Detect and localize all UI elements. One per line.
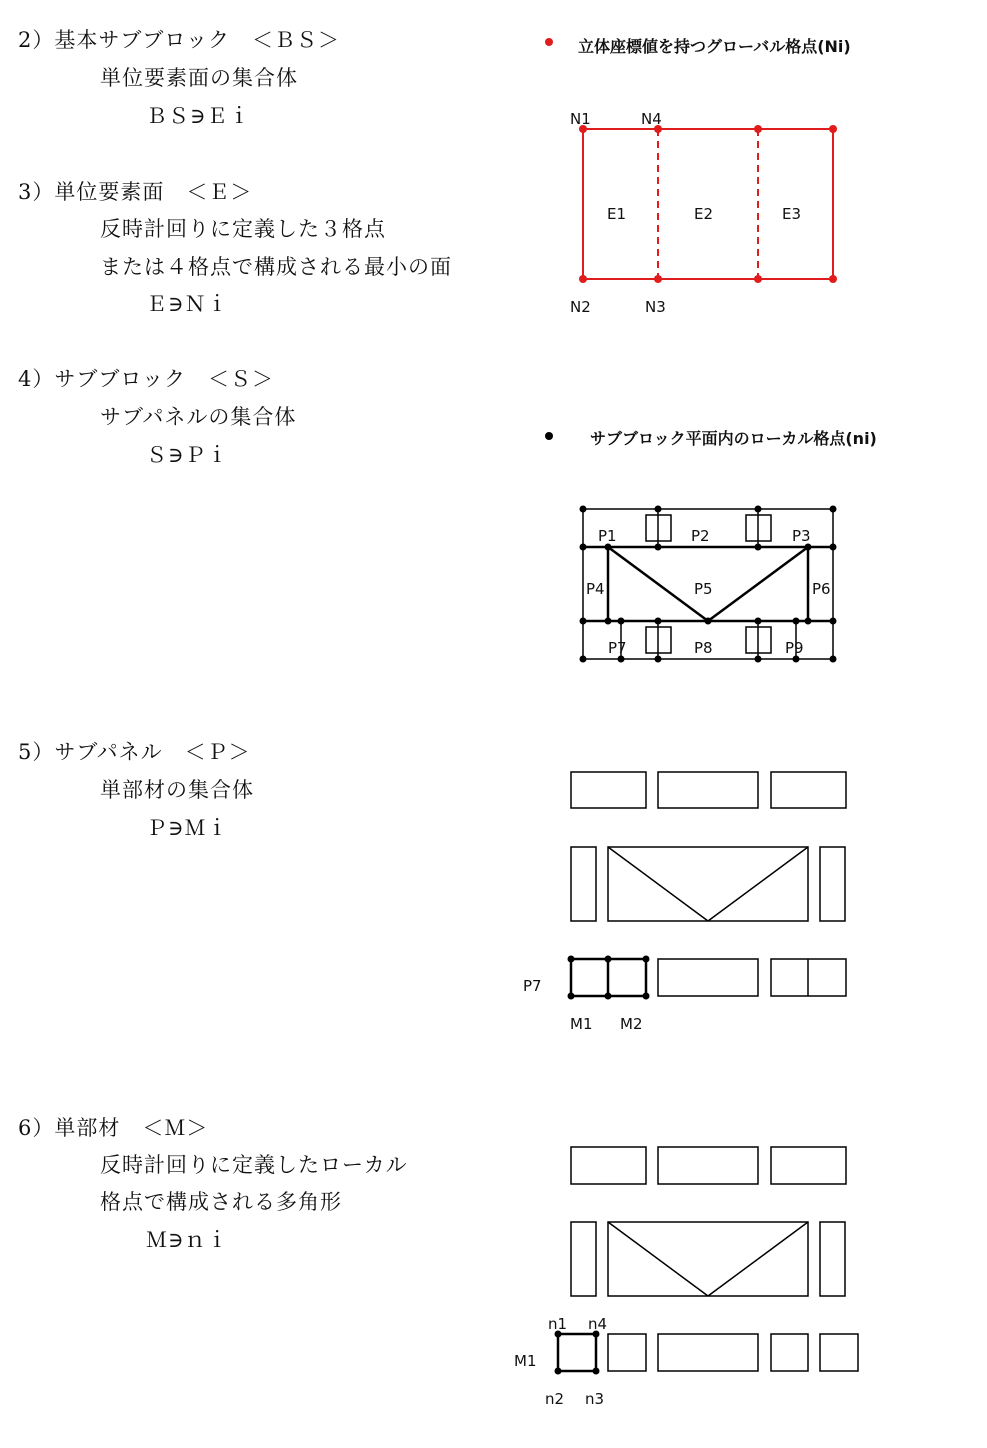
subpanel-p1 <box>571 772 646 808</box>
local-node <box>655 656 662 663</box>
local-node <box>805 618 812 625</box>
panel-label-p5: P5 <box>694 580 713 598</box>
subpanel-p3 <box>771 772 846 808</box>
legend-red-node-icon <box>545 38 553 46</box>
local-node <box>593 1368 600 1375</box>
local-node <box>755 656 762 663</box>
formula-member: Ｍ∋ｎｉ <box>146 1228 229 1252</box>
local-node <box>655 506 662 513</box>
member-box-7 <box>608 1334 646 1371</box>
member-label-m1: M1 <box>570 1015 593 1033</box>
member-label-m1-detail: M1 <box>514 1352 537 1370</box>
diagram-subpanels <box>523 772 846 1033</box>
local-node <box>830 618 837 625</box>
panel-label-p8: P8 <box>694 639 713 657</box>
local-node <box>568 956 575 963</box>
global-node <box>579 275 587 283</box>
element-label-e1: E1 <box>607 205 627 223</box>
global-node <box>829 125 837 133</box>
member-box-9 <box>771 1334 808 1371</box>
panel-label-p4: P4 <box>586 580 605 598</box>
member-box-1 <box>571 1147 646 1184</box>
global-node <box>754 275 762 283</box>
local-node <box>705 618 712 625</box>
member-box-8 <box>658 1334 758 1371</box>
local-node <box>605 993 612 1000</box>
node-label-n2-local: n2 <box>545 1390 565 1408</box>
desc-unit-element-1: 反時計回りに定義した３格点 <box>100 217 386 241</box>
node-label-n1: N1 <box>570 110 591 128</box>
member-m1 <box>558 1334 596 1371</box>
subpanel-p2 <box>658 772 758 808</box>
legend-global-nodes: 立体座標値を持つグローバル格点(Ni) <box>578 37 851 56</box>
local-node <box>580 506 587 513</box>
desc-subpanel: 単部材の集合体 <box>100 778 254 802</box>
local-node <box>830 506 837 513</box>
member-box-3 <box>771 1147 846 1184</box>
legend-local-nodes: サブブロック平面内のローカル格点(ni) <box>590 429 877 448</box>
diagram-members <box>514 1147 858 1408</box>
node-label-n2: N2 <box>570 298 591 316</box>
heading-basic-subblock: 2）基本サブブロック ＜ＢＳ＞ <box>18 28 340 52</box>
local-node <box>793 618 800 625</box>
node-label-n4-local: n4 <box>588 1315 608 1333</box>
panel-label-p3: P3 <box>792 527 811 545</box>
formula-unit-element: Ｅ∋Ｎｉ <box>146 292 229 316</box>
panel-label-p1: P1 <box>598 527 617 545</box>
local-node <box>580 544 587 551</box>
subpanel-p5 <box>608 847 808 921</box>
local-node <box>605 956 612 963</box>
member-box-10 <box>820 1334 858 1371</box>
formula-subpanel: Ｐ∋Ｍｉ <box>146 816 229 840</box>
heading-subblock: 4）サブブロック ＜Ｓ＞ <box>18 367 274 391</box>
global-node <box>654 275 662 283</box>
panel-label-p9: P9 <box>785 639 804 657</box>
heading-subpanel: 5）サブパネル ＜Ｐ＞ <box>18 740 251 764</box>
formula-basic-subblock: ＢＳ∋Ｅｉ <box>146 104 251 128</box>
node-label-n1-local: n1 <box>548 1315 568 1333</box>
desc-unit-element-2: または４格点で構成される最小の面 <box>100 255 452 279</box>
local-node <box>643 956 650 963</box>
subpanel-p8 <box>658 959 758 996</box>
panel-p5-diagonal-1 <box>608 547 708 621</box>
member-label-m2: M2 <box>620 1015 643 1033</box>
member-box-2 <box>658 1147 758 1184</box>
diagram-subblock <box>545 429 877 663</box>
member-box-4 <box>571 1222 596 1296</box>
desc-member-1: 反時計回りに定義したローカル <box>100 1153 408 1177</box>
element-label-e2: E2 <box>694 205 714 223</box>
local-node <box>830 544 837 551</box>
local-node <box>655 618 662 625</box>
subpanel-p5-diagonal-2 <box>708 847 808 921</box>
panel-p5-diagonal-2 <box>708 547 808 621</box>
local-node <box>618 618 625 625</box>
local-node <box>755 506 762 513</box>
member-box-6 <box>820 1222 845 1296</box>
desc-subblock: サブパネルの集合体 <box>100 405 297 429</box>
local-node <box>755 618 762 625</box>
node-label-n4: N4 <box>641 110 662 128</box>
panel-label-p6: P6 <box>812 580 831 598</box>
heading-unit-element: 3）単位要素面 ＜Ｅ＞ <box>18 180 253 204</box>
local-node <box>605 618 612 625</box>
global-node <box>829 275 837 283</box>
element-outline <box>583 129 833 279</box>
subpanel-p6 <box>820 847 845 921</box>
global-node <box>754 125 762 133</box>
local-node <box>555 1368 562 1375</box>
subpanel-p4 <box>571 847 596 921</box>
local-node <box>580 618 587 625</box>
formula-subblock: Ｓ∋Ｐｉ <box>146 443 229 467</box>
legend-black-node-icon <box>545 432 553 440</box>
member-box-5-diagonal-1 <box>608 1222 708 1296</box>
panel-label-p2: P2 <box>691 527 710 545</box>
desc-basic-subblock: 単位要素面の集合体 <box>100 66 298 90</box>
local-node <box>580 656 587 663</box>
node-label-n3-local: n3 <box>585 1390 605 1408</box>
local-node <box>830 656 837 663</box>
local-node <box>755 544 762 551</box>
panel-label-p7: P7 <box>608 639 627 657</box>
node-label-n3: N3 <box>645 298 666 316</box>
subpanel-p5-diagonal-1 <box>608 847 708 921</box>
diagram-global-nodes <box>545 37 851 316</box>
heading-member: 6）単部材 ＜Ｍ＞ <box>18 1116 209 1140</box>
local-node <box>568 993 575 1000</box>
local-node <box>655 544 662 551</box>
panel-label-p7-detail: P7 <box>523 977 542 995</box>
desc-member-2: 格点で構成される多角形 <box>100 1190 342 1214</box>
member-box-5-diagonal-2 <box>708 1222 808 1296</box>
element-label-e3: E3 <box>782 205 802 223</box>
local-node <box>643 993 650 1000</box>
member-box-5 <box>608 1222 808 1296</box>
